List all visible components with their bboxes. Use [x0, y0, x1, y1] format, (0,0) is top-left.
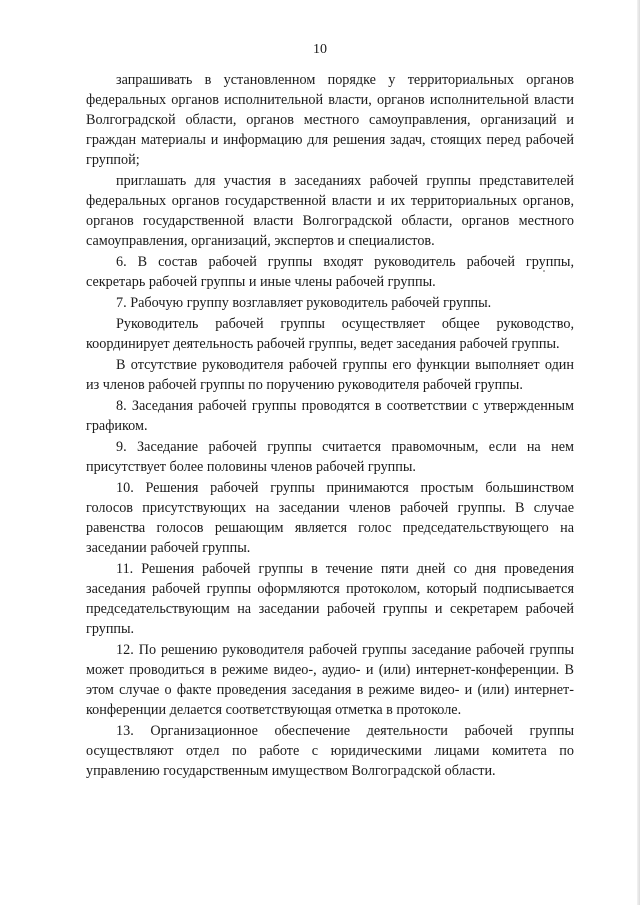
paragraph-10-decisions: 10. Решения рабочей группы принимаются простым большинством голосов присутствующих на заседании членов рабочей группы. В случае равенства голосов решающим является голос председательствующего на заседании рабочей группы.	[86, 480, 574, 556]
paragraph-12-conference: 12. По решению руководителя рабочей группы заседание рабочей группы может проводиться в режиме видео-, аудио- и (или) интернет-конференции. В этом случае о факте проведения заседания в режиме видео- и (или) интернет-конференции делается соответствующая отметка в протоколе.	[86, 642, 574, 718]
paragraph-6-composition: 6. В состав рабочей группы входят руководитель рабочей группы, секретарь рабочей группы и иные члены рабочей группы.	[86, 254, 574, 290]
scan-speck	[543, 270, 545, 272]
paragraph-head-duties: Руководитель рабочей группы осуществляет общее руководство, координирует деятельность рабочей группы, ведет заседания рабочей группы.	[86, 316, 574, 352]
paragraph-invite-representatives: приглашать для участия в заседаниях рабочей группы представителей федеральных органов государственной власти и их территориальных органов, органов государственной власти Волгоградской области, органов местного самоуправления, организаций, экспертов и специалистов.	[86, 173, 574, 249]
page-number: 10	[313, 42, 327, 57]
paragraph-request-materials: запрашивать в установленном порядке у территориальных органов федеральных органов исполнительной власти, органов исполнительной власти Волгоградской области, органов местного самоуправления, организаций и граждан материалы и информацию для решения задач, стоящих перед рабочей группой;	[86, 72, 574, 168]
document-body	[86, 70, 574, 782]
paragraph-head-absence: В отсутствие руководителя рабочей группы его функции выполняет один из членов рабочей группы по поручению руководителя рабочей группы.	[86, 357, 574, 393]
paragraph-13-support: 13. Организационное обеспечение деятельности рабочей группы осуществляют отдел по работе с юридическими лицами комитета по управлению государственным имуществом Волгоградской области.	[86, 723, 574, 779]
paragraph-9-quorum: 9. Заседание рабочей группы считается правомочным, если на нем присутствует более половины членов рабочей группы.	[86, 439, 574, 475]
paragraph-11-protocol: 11. Решения рабочей группы в течение пяти дней со дня проведения заседания рабочей группы оформляются протоколом, который подписывается председательствующим на заседании рабочей группы и секретарем рабочей группы.	[86, 561, 574, 637]
paragraph-8-meetings: 8. Заседания рабочей группы проводятся в соответствии с утвержденным графиком.	[86, 398, 574, 434]
paragraph-7-head: 7. Рабочую группу возглавляет руководитель рабочей группы.	[116, 295, 492, 311]
